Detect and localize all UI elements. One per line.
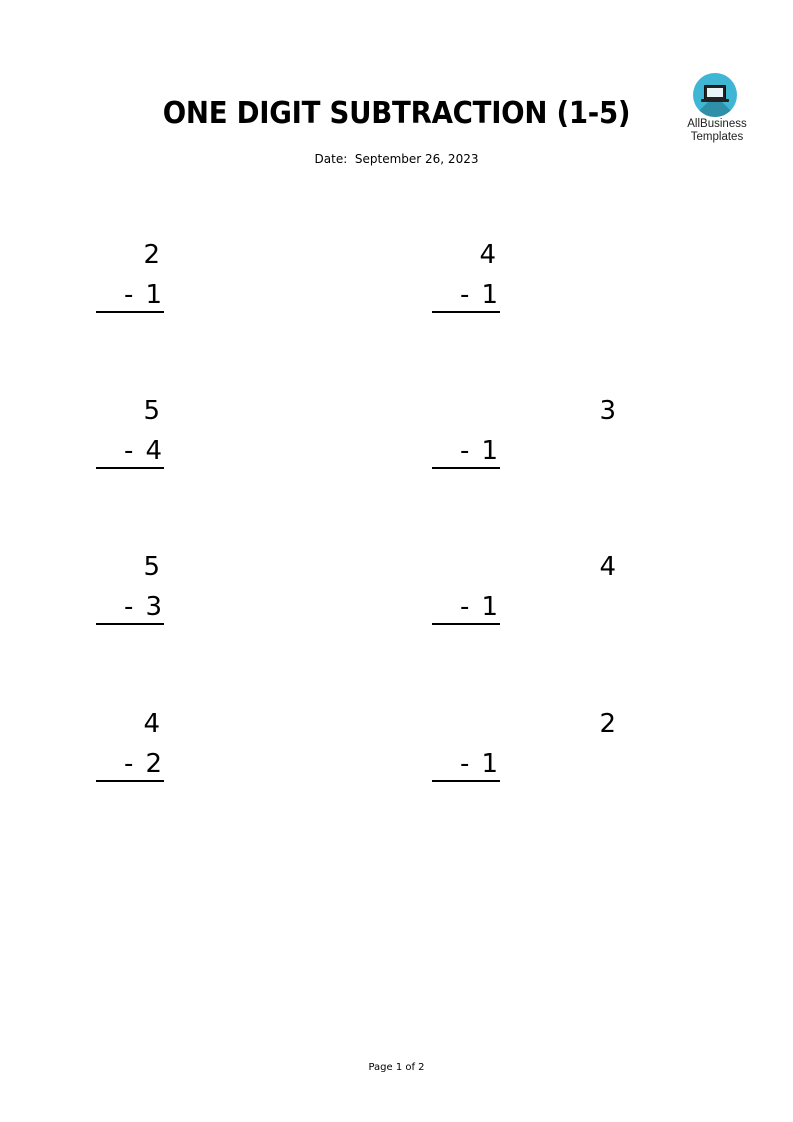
problem-6 xyxy=(432,552,616,632)
page-title: ONE DIGIT SUBTRACTION (1-5) xyxy=(162,96,631,131)
page-footer: Page 1 of 2 xyxy=(368,1062,425,1073)
minus-sign: - xyxy=(124,436,134,466)
subtrahend-row xyxy=(96,749,164,782)
subtrahend: 4 xyxy=(145,436,162,466)
logo-text-line1: AllBusiness xyxy=(687,118,747,130)
minuend: 3 xyxy=(599,396,616,426)
subtrahend-row xyxy=(432,280,500,313)
minuend: 4 xyxy=(599,552,616,582)
subtrahend: 1 xyxy=(481,592,498,622)
subtrahend: 1 xyxy=(481,280,498,310)
problem-1 xyxy=(96,240,186,320)
minus-sign: - xyxy=(124,592,134,622)
subtrahend-row xyxy=(96,280,164,313)
minus-sign: - xyxy=(460,749,470,779)
date-label: Date: xyxy=(314,152,348,166)
subtrahend-row xyxy=(96,592,164,625)
minuend: 2 xyxy=(599,709,616,739)
minuend: 4 xyxy=(479,240,496,270)
problem-2 xyxy=(432,240,522,320)
subtrahend: 1 xyxy=(481,436,498,466)
minuend: 4 xyxy=(143,709,160,739)
minuend: 5 xyxy=(143,552,160,582)
minus-sign: - xyxy=(460,592,470,622)
subtrahend-row xyxy=(96,436,164,469)
problem-8 xyxy=(432,709,616,789)
minus-sign: - xyxy=(124,749,134,779)
minuend: 2 xyxy=(143,240,160,270)
logo-text xyxy=(681,118,753,143)
problem-5 xyxy=(96,552,186,632)
date-value: September 26, 2023 xyxy=(354,152,479,166)
subtrahend-row xyxy=(432,592,500,625)
problem-4 xyxy=(432,396,616,476)
subtrahend: 3 xyxy=(145,592,162,622)
laptop-icon xyxy=(693,73,737,117)
minus-sign: - xyxy=(460,280,470,310)
minus-sign: - xyxy=(124,280,134,310)
subtrahend: 1 xyxy=(145,280,162,310)
subtrahend-row xyxy=(432,436,500,469)
minuend: 5 xyxy=(143,396,160,426)
allbusiness-logo xyxy=(681,73,753,145)
subtrahend: 1 xyxy=(481,749,498,779)
problem-7 xyxy=(96,709,186,789)
logo-text-line2: Templates xyxy=(690,130,744,143)
date-line xyxy=(0,152,793,166)
subtrahend-row xyxy=(432,749,500,782)
problem-3 xyxy=(96,396,186,476)
subtrahend: 2 xyxy=(145,749,162,779)
minus-sign: - xyxy=(460,436,470,466)
